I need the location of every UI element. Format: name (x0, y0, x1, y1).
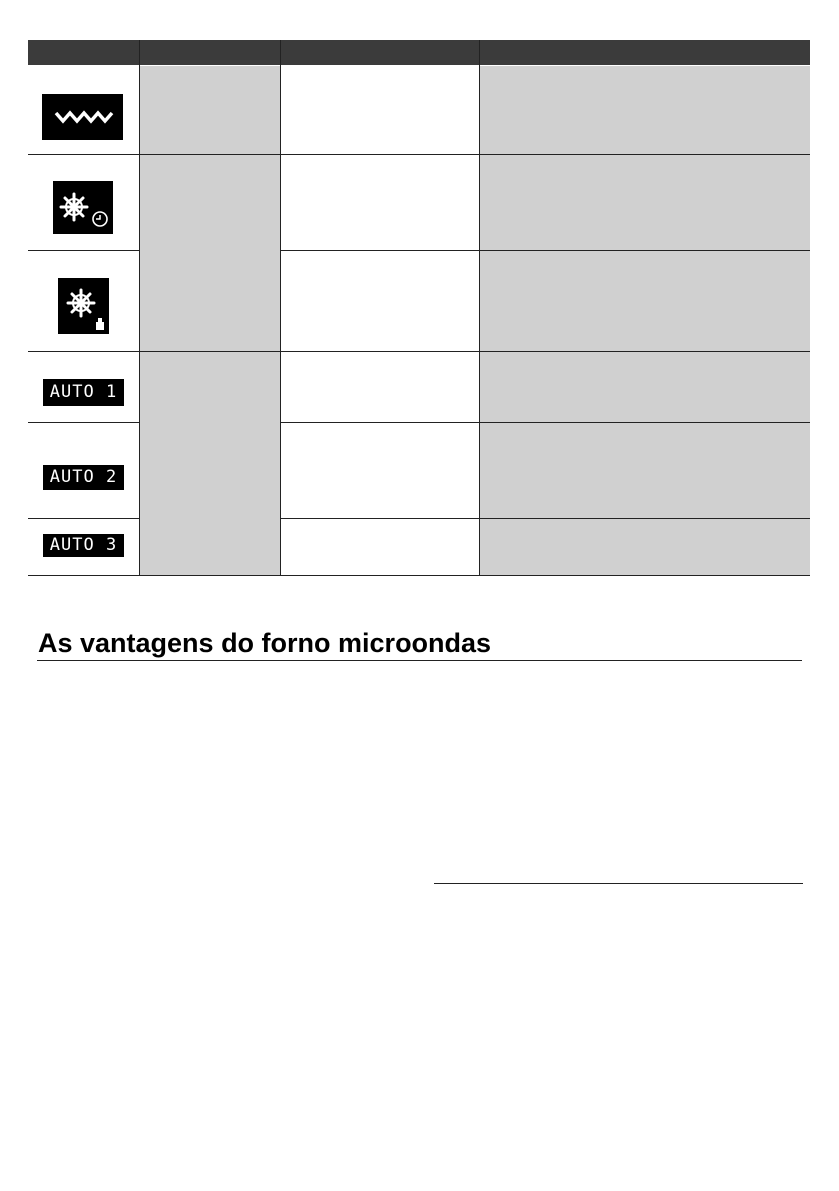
row-divider (280, 250, 810, 251)
row-divider (28, 422, 140, 423)
mode-cell-grill (140, 66, 280, 154)
grill-icon (42, 94, 123, 140)
row-divider (280, 518, 810, 519)
col-divider-3 (479, 40, 480, 576)
defrost-weight-icon (58, 278, 109, 334)
col-divider-2 (280, 40, 281, 576)
row-divider (28, 154, 810, 155)
desc-cell-1 (480, 66, 810, 154)
row-divider (28, 351, 810, 352)
auto-3-display: AUTO 3 (43, 534, 124, 557)
table-bottom-rule (28, 575, 810, 576)
row-divider (280, 422, 810, 423)
desc-cell-4 (480, 352, 810, 422)
row-divider (28, 250, 140, 251)
desc-cell-6 (480, 519, 810, 575)
desc-cell-2 (480, 155, 810, 250)
mode-cell-defrost (140, 155, 280, 351)
title-underline (37, 660, 802, 661)
auto-1-display: AUTO 1 (43, 379, 124, 406)
section-title: As vantagens do forno microondas (38, 628, 492, 658)
desc-cell-3 (480, 251, 810, 351)
auto-2-display: AUTO 2 (43, 465, 124, 490)
table-header (28, 40, 810, 65)
col-divider-1 (139, 40, 140, 576)
column-rule (434, 883, 803, 884)
row-divider (28, 518, 140, 519)
mode-cell-auto (140, 352, 280, 575)
defrost-timer-icon (53, 181, 113, 234)
desc-cell-5 (480, 423, 810, 518)
